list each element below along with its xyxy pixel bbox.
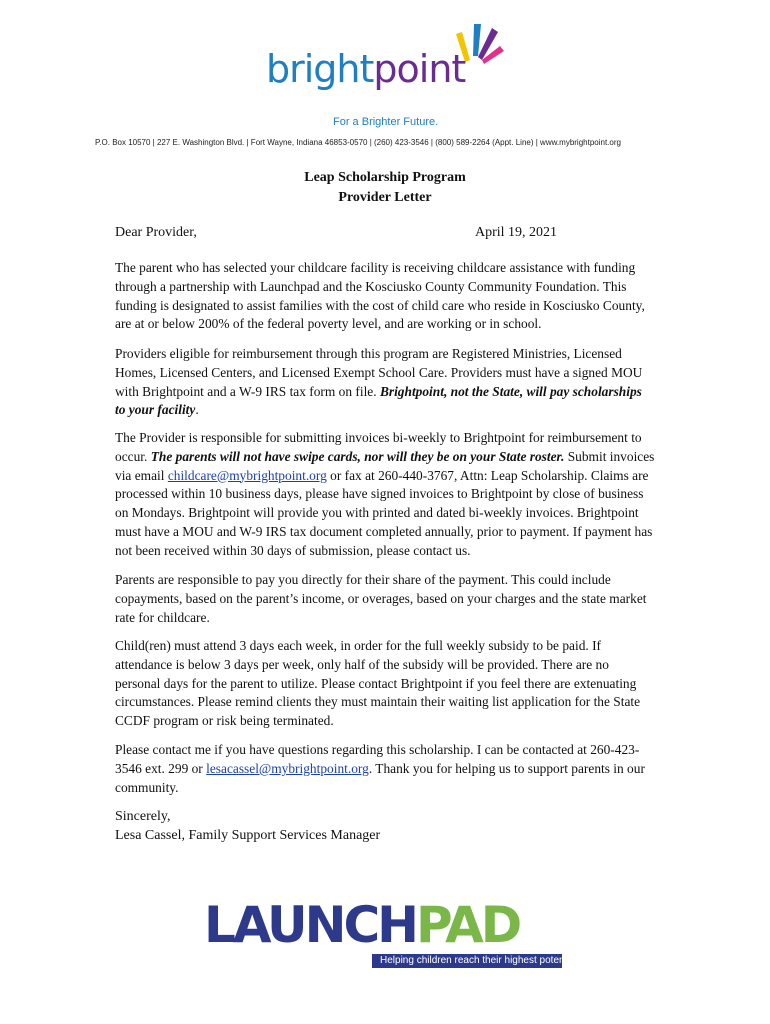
childcare-email-link[interactable]: childcare@mybrightpoint.org — [167, 467, 327, 483]
brightpoint-tagline: For a Brighter Future. — [333, 116, 439, 128]
address-line: P.O. Box 10570 | 227 E. Washington Blvd. | Fort Wayne, Indiana 46853-0570 | (260) 423-3546 | (800) 589-2264 (Appt. Line) | www.mybrightpoint.org — [95, 138, 621, 147]
letter-title: Leap Scholarship Program — [304, 170, 466, 185]
paragraph-eligibility: Providers eligible for reimbursement through this program are Registered Ministries, Licensed Homes, Licensed Centers, and Licensed Exempt School Care. Providers must have a signed MOU with Brightpoint and a W-9 IRS tax form on file. Brightpoint, not the State, will pay scholarships to your facility. — [115, 346, 643, 418]
brightpoint-wordmark: brightpoint — [266, 47, 466, 91]
paragraph-parent-payment: Parents are responsible to pay you directly for their share of the payment. This could include copayments, based on the parent’s income, or overages, based on your charges and the state market rate for childcare. — [115, 572, 647, 625]
emphasis-text: Brightpoint, not the State, will pay scholarships to your facility — [115, 383, 642, 418]
emphasis-text: The parents will not have swipe cards, nor will they be on your State roster. — [150, 448, 565, 464]
paragraph-contact: Please contact me if you have questions regarding this scholarship. I can be contacted at 260-423-3546 ext. 299 or lesacassel@mybrightpoint.org. Thank you for helping us to support parents in our community. — [115, 742, 645, 795]
paragraph-invoicing: The Provider is responsible for submitting invoices bi-weekly to Brightpoint for reimbursement to occur. The parents will not have swipe cards, nor will they be on your State roster. Submit invoices via email childcare@mybrightpoint.org or fax at 260-440-3767, Attn: Leap Scholarship. Claims are processed within 10 business days, please have signed invoices to Brightpoint by close of business on Mondays. Brightpoint will provide you with printed and dated bi-weekly invoices. Brightpoint must have a MOU and W-9 IRS tax document completed annually, prior to payment. If payment has not been received within 30 days of submission, please contact us. — [115, 430, 655, 558]
paragraph-funding: The parent who has selected your childcare facility is receiving childcare assistance with funding through a partnership with Launchpad and the Kosciusko County Community Foundation. This funding is designated to assist families with the cost of child care who reside in Kosciusko County, are at or below 200% of the federal poverty level, and are working or in school. — [115, 260, 645, 332]
launchpad-tagline: Helping children reach their highest potential — [380, 955, 578, 966]
letter-subtitle: Provider Letter — [338, 190, 432, 205]
signer-name: Lesa Cassel, Family Support Services Manager — [115, 828, 381, 843]
brightpoint-logo — [262, 20, 512, 120]
launchpad-wordmark: LAUNCHPAD — [204, 896, 520, 954]
contact-email-link[interactable]: lesacassel@mybrightpoint.org — [206, 760, 369, 776]
letter-date: April 19, 2021 — [475, 225, 558, 240]
closing: Sincerely, — [115, 809, 171, 824]
launchpad-logo — [204, 896, 578, 975]
paragraph-attendance: Child(ren) must attend 3 days each week, in order for the full weekly subsidy to be paid. If attendance is below 3 days per week, only half of the subsidy will be provided. There are no personal days for the parent to utilize. Please contact Brightpoint if you feel there are extenuating circumstances. Please remind clients they must maintain their waiting list application for the State CCDF program or risk being terminated. — [115, 638, 641, 729]
salutation: Dear Provider, — [115, 225, 197, 240]
